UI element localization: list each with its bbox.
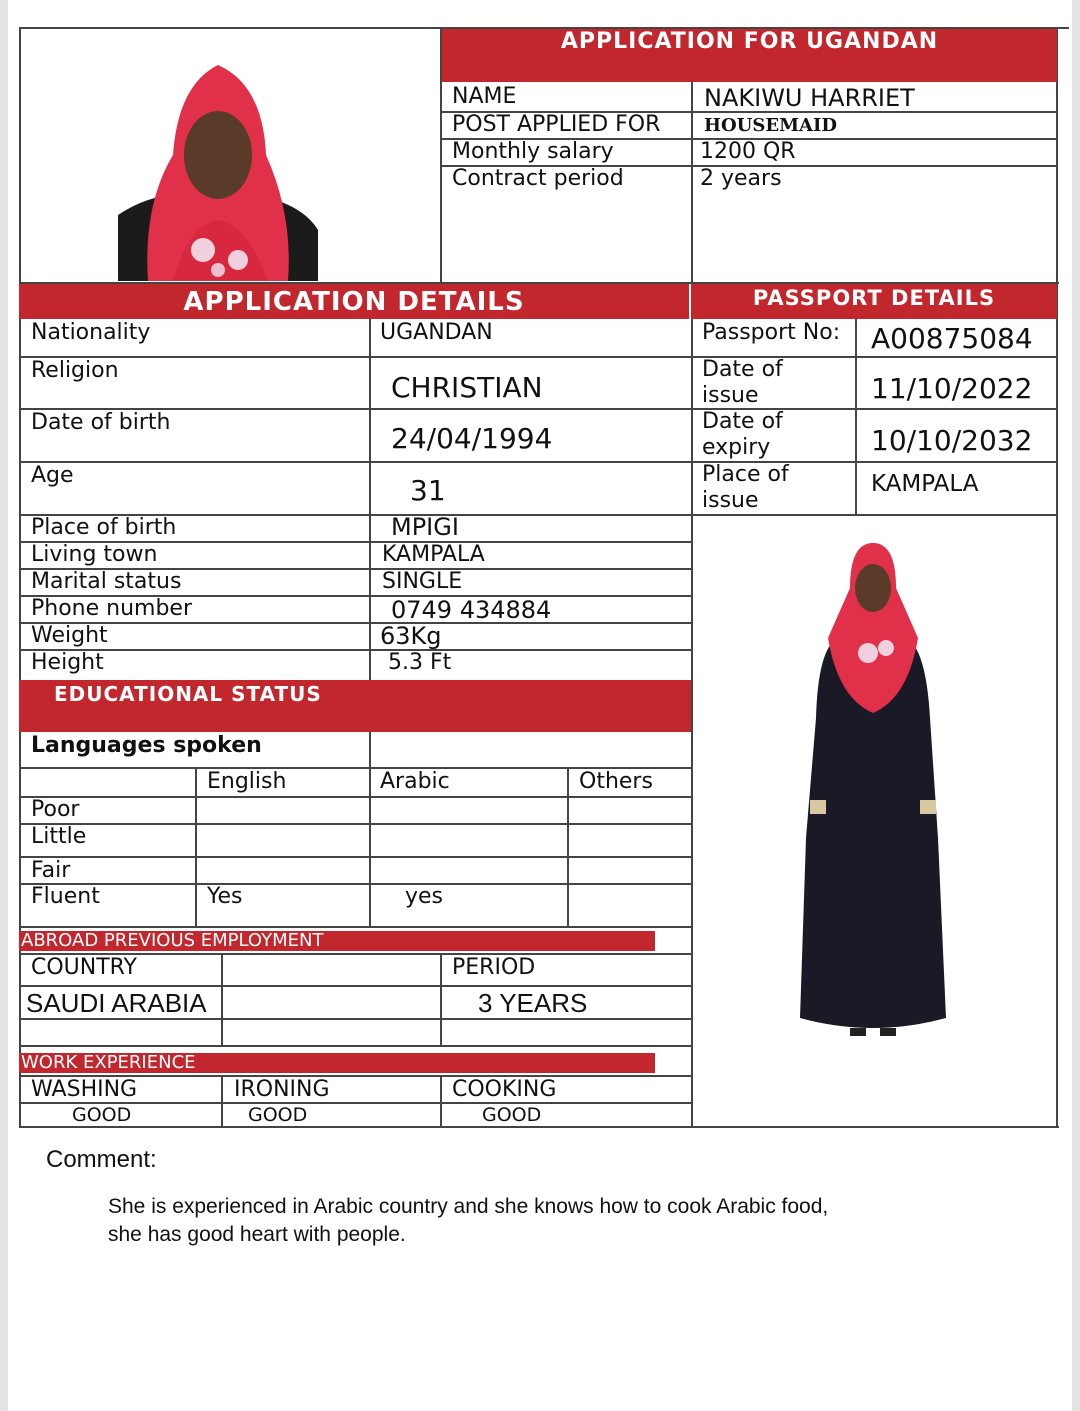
col-english: English <box>207 769 287 794</box>
expiry-date-value: 10/10/2032 <box>871 424 1033 457</box>
period-value: 3 YEARS <box>478 988 588 1018</box>
ironing-level: GOOD <box>248 1104 308 1126</box>
level-poor: Poor <box>31 797 80 822</box>
place-issue-value: KAMPALA <box>871 471 979 497</box>
col-period: PERIOD <box>452 955 536 980</box>
marital-label: Marital status <box>31 569 182 594</box>
educational-status-bar <box>19 680 691 732</box>
nationality-label: Nationality <box>31 320 151 345</box>
pob-value: MPIGI <box>391 513 459 541</box>
place-issue-label: Place of issue <box>702 462 789 513</box>
weight-label: Weight <box>31 623 108 648</box>
salary-label: Monthly salary <box>452 139 614 164</box>
name-label: NAME <box>452 84 517 109</box>
portrait-photo <box>118 45 318 281</box>
application-sheet <box>8 0 1072 1411</box>
skill-ironing: IRONING <box>234 1077 330 1102</box>
height-label: Height <box>31 650 104 675</box>
age-label: Age <box>31 463 74 488</box>
comment-line-1: She is experienced in Arabic country and she knows how to cook Arabic food, <box>108 1195 829 1218</box>
age-value: 31 <box>410 474 446 507</box>
fluent-english-value: Yes <box>207 884 243 909</box>
phone-value: 0749 434884 <box>391 596 552 624</box>
living-town-label: Living town <box>31 542 158 567</box>
passport-no-value: A00875084 <box>871 322 1033 355</box>
application-header-title: APPLICATION FOR UGANDAN <box>560 29 939 54</box>
level-little: Little <box>31 824 87 849</box>
weight-value: 63Kg <box>380 622 442 650</box>
application-details-title: APPLICATION DETAILS <box>183 287 525 317</box>
cooking-level: GOOD <box>482 1104 542 1126</box>
salary-value: 1200 QR <box>700 139 796 164</box>
name-value: NAKIWU HARRIET <box>704 84 915 112</box>
abroad-employment-title: ABROAD PREVIOUS EMPLOYMENT <box>21 930 324 951</box>
pob-label: Place of birth <box>31 515 177 540</box>
skill-washing: WASHING <box>31 1077 138 1102</box>
washing-level: GOOD <box>72 1104 132 1126</box>
country-value: SAUDI ARABIA <box>26 988 207 1018</box>
level-fluent: Fluent <box>31 884 100 909</box>
col-arabic: Arabic <box>380 769 450 794</box>
work-experience-title: WORK EXPERIENCE <box>21 1052 196 1073</box>
languages-title: Languages spoken <box>31 733 262 758</box>
skill-cooking: COOKING <box>452 1077 557 1102</box>
contract-value: 2 years <box>700 166 782 191</box>
contract-label: Contract period <box>452 166 624 191</box>
post-label: POST APPLIED FOR <box>452 112 661 137</box>
marital-value: SINGLE <box>382 569 463 594</box>
height-value: 5.3 Ft <box>388 650 452 675</box>
abroad-employment-bar <box>19 931 655 951</box>
work-experience-bar <box>19 1053 655 1073</box>
issue-date-value: 11/10/2022 <box>871 372 1033 405</box>
religion-value: CHRISTIAN <box>391 371 543 404</box>
comment-label: Comment: <box>46 1146 157 1173</box>
level-fair: Fair <box>31 858 71 883</box>
phone-label: Phone number <box>31 596 193 621</box>
educational-status-title: EDUCATIONAL STATUS <box>54 682 322 706</box>
religion-label: Religion <box>31 358 119 383</box>
nationality-value: UGANDAN <box>380 320 493 345</box>
fluent-arabic-value: yes <box>405 884 444 909</box>
dob-label: Date of birth <box>31 410 171 435</box>
issue-date-label: Date of issue <box>702 357 783 408</box>
application-header-bar <box>442 29 1057 82</box>
expiry-date-label: Date of expiry <box>702 409 783 460</box>
passport-details-title: PASSPORT DETAILS <box>752 286 996 310</box>
post-value: HOUSEMAID <box>704 115 838 136</box>
dob-value: 24/04/1994 <box>391 422 553 455</box>
full-body-photo <box>798 538 948 1048</box>
col-others: Others <box>579 769 653 794</box>
passport-no-label: Passport No: <box>702 320 841 345</box>
passport-details-bar <box>691 284 1057 319</box>
application-details-bar <box>19 284 689 319</box>
comment-line-2: she has good heart with people. <box>108 1223 406 1246</box>
living-town-value: KAMPALA <box>382 542 485 567</box>
col-country: COUNTRY <box>31 955 137 980</box>
